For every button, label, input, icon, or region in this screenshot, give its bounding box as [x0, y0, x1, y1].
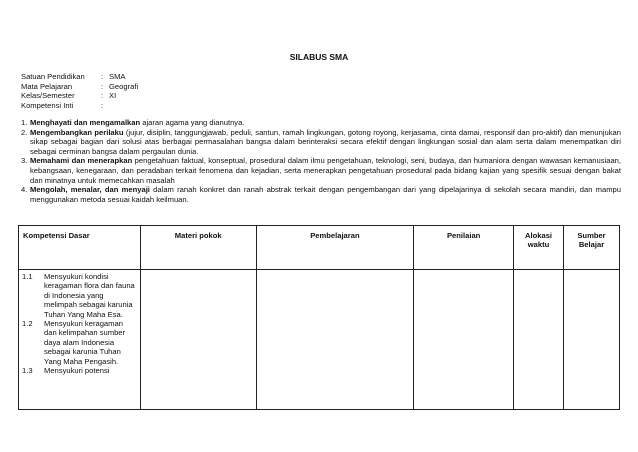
- kd-number: 1.2: [22, 319, 33, 329]
- ki-body: pengetahuan faktual, konseptual, prosedural dalam ilmu pengetahuan, teknologi, seni, budaya, dan humaniora dengan wawasan kemanusiaan, kebangsaan, kenegaraan, dan peradaban terkait fenomena dan kejadian, serta menerapkan pengetahuan prosedural pada bidang kajian yang spesifik sesuai dengan bakat dan minatnya untuk memecahkan masalah: [30, 156, 621, 185]
- kd-item: [22, 272, 137, 319]
- header-alokasi-waktu: Alokasi waktu: [514, 226, 564, 270]
- table-row: [19, 270, 620, 410]
- ki-text: [30, 185, 621, 204]
- materi-pokok-cell: [140, 270, 256, 410]
- meta-row: [21, 91, 138, 101]
- meta-colon: :: [101, 81, 104, 91]
- meta-colon: :: [101, 72, 104, 81]
- kd-text: Mensyukuri keragaman dan kelimpahan sumber daya alam Indonesia sebagai karunia Tuhan Yang Maha Pengasih.: [44, 319, 126, 366]
- meta-row: [21, 82, 138, 92]
- meta-value: Geografi: [109, 81, 139, 91]
- ki-bold-phrase: Memahami dan menerapkan: [30, 156, 133, 166]
- meta-value: XI: [109, 91, 117, 101]
- ki-text: [30, 118, 621, 128]
- ki-body: dalam ranah konkret dan ranah abstrak terkait dengan pengembangan dari yang dipelajarinya di sekolah secara mandiri, dan mampu menggunakan metoda sesuai kaidah keilmuan.: [30, 185, 621, 204]
- meta-colon: :: [101, 91, 104, 101]
- meta-label: Kompetensi Inti: [21, 100, 74, 110]
- meta-label: Satuan Pendidikan: [21, 72, 85, 81]
- header-pembelajaran: Pembelajaran: [256, 226, 414, 270]
- ki-number: 3.: [21, 156, 28, 166]
- kompetensi-inti-item: [21, 118, 621, 128]
- kd-number: 1.1: [22, 272, 33, 281]
- kompetensi-inti-item: [21, 185, 621, 204]
- header-penilaian: Penilaian: [414, 226, 514, 270]
- kd-item: [22, 319, 137, 366]
- table-header-row: [19, 226, 620, 270]
- meta-label: Mata Pelajaran: [21, 81, 73, 91]
- penilaian-cell: [414, 270, 514, 410]
- silabus-table: [18, 225, 620, 410]
- kd-text: Mensyukuri kondisi keragaman flora dan fauna di Indonesia yang melimpah sebagai karunia Tuhan Yang Maha Esa.: [44, 272, 135, 319]
- kompetensi-inti-list: [21, 118, 621, 204]
- ki-text: [30, 156, 621, 185]
- alokasi-waktu-cell: [514, 270, 564, 410]
- sumber-belajar-cell: [564, 270, 620, 410]
- kompetensi-inti-item: [21, 156, 621, 185]
- kd-number: 1.3: [22, 366, 33, 376]
- document-title: SILABUS SMA: [289, 52, 349, 62]
- ki-number: 1.: [21, 118, 28, 127]
- ki-number: 2.: [21, 127, 28, 137]
- meta-label: Kelas/Semester: [21, 91, 75, 101]
- kompetensi-inti-item: [21, 128, 621, 157]
- ki-number: 4.: [21, 185, 28, 195]
- meta-row: [21, 72, 138, 82]
- meta-block: [21, 72, 138, 110]
- kd-item: [22, 366, 137, 375]
- pembelajaran-cell: [256, 270, 414, 410]
- meta-value: SMA: [109, 72, 126, 81]
- header-materi-pokok: Materi pokok: [140, 226, 256, 270]
- header-kompetensi-dasar: Kompetensi Dasar: [19, 226, 141, 270]
- kd-text: Mensyukuri potensi: [44, 366, 110, 376]
- header-sumber-belajar: Sumber Belajar: [564, 226, 620, 270]
- ki-text: [30, 128, 621, 157]
- ki-body: (jujur, disiplin, tanggungjawab, peduli, santun, ramah lingkungan, gotong royong, kerjasama, cinta damai, responsif dan pro-aktif) dan menunjukan sikap sebagai bagian dari solusi atas berbagai permasalahan bangsa dalam berinteraksi secara efektif dengan lingkungan sosial dan alam serta dalam menempatkan diri sebagai cerminan bangsa dalam pergaulan dunia.: [30, 127, 621, 156]
- meta-row: [21, 101, 138, 111]
- ki-bold-phrase: Mengembangkan perilaku: [30, 127, 124, 137]
- kompetensi-dasar-cell: [19, 270, 141, 410]
- ki-bold-phrase: Mengolah, menalar, dan menyaji: [30, 185, 150, 195]
- ki-bold-phrase: Menghayati dan mengamalkan: [30, 118, 141, 127]
- meta-colon: :: [101, 100, 104, 110]
- ki-body: ajaran agama yang dianutnya.: [140, 118, 245, 127]
